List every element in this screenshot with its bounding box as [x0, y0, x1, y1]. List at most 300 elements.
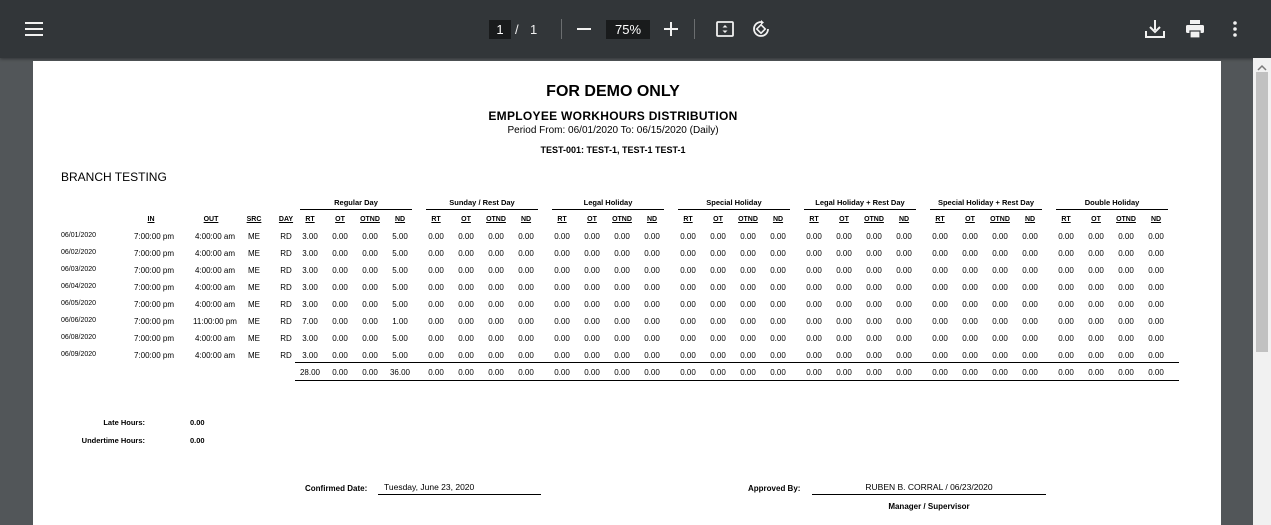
table-cell: 0.00: [1148, 283, 1164, 292]
table-cell: 0.00: [806, 249, 822, 258]
page-separator: /: [515, 22, 519, 37]
table-cell: 0.00: [806, 334, 822, 343]
table-cell: 0.00: [896, 249, 912, 258]
table-cell: 0.00: [680, 351, 696, 360]
table-cell: 0.00: [488, 300, 504, 309]
table-cell: 5.00: [392, 351, 408, 360]
group-header: Legal Holiday: [552, 198, 664, 210]
table-cell: 5.00: [392, 300, 408, 309]
table-cell: 0.00: [1022, 334, 1038, 343]
sub-column-header: OTND: [1116, 216, 1136, 223]
table-cell: 0.00: [1058, 266, 1074, 275]
table-cell: 0.00: [866, 283, 882, 292]
table-cell: 0.00: [770, 334, 786, 343]
table-cell: 0.00: [806, 351, 822, 360]
column-header: DAY: [278, 216, 294, 223]
table-cell: 0.00: [710, 351, 726, 360]
row-out: 4:00:00 am: [194, 283, 236, 292]
total-cell: 0.00: [710, 368, 726, 377]
table-cell: 0.00: [896, 334, 912, 343]
row-src: ME: [248, 351, 260, 360]
table-cell: 0.00: [836, 334, 852, 343]
table-cell: 0.00: [428, 283, 444, 292]
table-cell: 0.00: [458, 317, 474, 326]
table-cell: 0.00: [836, 266, 852, 275]
table-cell: 0.00: [332, 249, 348, 258]
table-cell: 0.00: [554, 351, 570, 360]
branch-name: BRANCH TESTING: [61, 170, 167, 184]
table-cell: 0.00: [770, 317, 786, 326]
table-cell: 0.00: [1148, 232, 1164, 241]
table-cell: 0.00: [1148, 334, 1164, 343]
table-cell: 0.00: [1022, 351, 1038, 360]
table-cell: 0.00: [614, 351, 630, 360]
table-cell: 0.00: [806, 232, 822, 241]
table-cell: 0.00: [1148, 351, 1164, 360]
table-cell: 0.00: [332, 232, 348, 241]
table-cell: 0.00: [644, 317, 660, 326]
row-date: 06/09/2020: [61, 351, 97, 358]
total-cell: 0.00: [488, 368, 504, 377]
zoom-out-icon[interactable]: [574, 19, 594, 39]
sub-column-header: OTND: [360, 216, 380, 223]
group-header: Legal Holiday + Rest Day: [804, 198, 916, 210]
table-cell: 0.00: [770, 351, 786, 360]
row-day: RD: [280, 283, 292, 292]
sub-column-header: OT: [1091, 216, 1101, 223]
sub-column-header: RT: [305, 216, 315, 223]
table-cell: 0.00: [584, 300, 600, 309]
table-cell: 0.00: [836, 317, 852, 326]
more-vert-icon[interactable]: [1226, 18, 1244, 40]
table-cell: 0.00: [806, 283, 822, 292]
row-day: RD: [280, 266, 292, 275]
table-cell: 0.00: [710, 334, 726, 343]
table-cell: 0.00: [1148, 249, 1164, 258]
table-cell: 0.00: [962, 249, 978, 258]
row-src: ME: [248, 266, 260, 275]
table-cell: 0.00: [458, 351, 474, 360]
table-cell: 0.00: [896, 232, 912, 241]
table-cell: 0.00: [1088, 283, 1104, 292]
table-cell: 0.00: [680, 266, 696, 275]
table-cell: 0.00: [488, 351, 504, 360]
row-date: 06/02/2020: [61, 249, 97, 256]
table-cell: 0.00: [932, 351, 948, 360]
table-cell: 0.00: [710, 249, 726, 258]
total-cell: 0.00: [1022, 368, 1038, 377]
table-cell: 0.00: [428, 266, 444, 275]
total-cell: 0.00: [896, 368, 912, 377]
print-icon[interactable]: [1184, 18, 1206, 40]
table-cell: 0.00: [362, 266, 378, 275]
table-cell: 0.00: [992, 351, 1008, 360]
rotate-icon[interactable]: [750, 18, 772, 40]
table-cell: 0.00: [710, 317, 726, 326]
table-cell: 0.00: [584, 334, 600, 343]
total-cell: 0.00: [1088, 368, 1104, 377]
table-cell: 0.00: [932, 317, 948, 326]
table-cell: 0.00: [896, 351, 912, 360]
table-cell: 5.00: [392, 334, 408, 343]
table-cell: 0.00: [1088, 232, 1104, 241]
table-cell: 0.00: [362, 249, 378, 258]
table-cell: 0.00: [428, 300, 444, 309]
sub-column-header: RT: [935, 216, 945, 223]
table-cell: 0.00: [992, 232, 1008, 241]
page-number-input[interactable]: 1: [489, 20, 511, 39]
table-cell: 0.00: [1118, 334, 1134, 343]
table-cell: 0.00: [518, 300, 534, 309]
table-cell: 0.00: [1022, 300, 1038, 309]
table-cell: 5.00: [392, 249, 408, 258]
total-cell: 28.00: [299, 368, 321, 377]
table-cell: 0.00: [866, 317, 882, 326]
sub-column-header: OT: [839, 216, 849, 223]
table-cell: 0.00: [770, 232, 786, 241]
table-cell: 0.00: [992, 334, 1008, 343]
table-cell: 0.00: [1118, 283, 1134, 292]
total-cell: 0.00: [614, 368, 630, 377]
row-in: 7:00:00 pm: [133, 351, 175, 360]
table-cell: 0.00: [362, 283, 378, 292]
row-in: 7:00:00 pm: [133, 334, 175, 343]
table-cell: 0.00: [584, 266, 600, 275]
row-date: 06/05/2020: [61, 300, 97, 307]
table-cell: 0.00: [932, 232, 948, 241]
table-cell: 0.00: [770, 300, 786, 309]
table-cell: 0.00: [740, 317, 756, 326]
table-cell: 0.00: [680, 283, 696, 292]
total-cell: 0.00: [428, 368, 444, 377]
table-cell: 0.00: [554, 232, 570, 241]
confirmed-date-value: Tuesday, June 23, 2020: [378, 482, 541, 495]
table-cell: 3.00: [302, 266, 318, 275]
pdf-toolbar: [0, 0, 1271, 58]
table-cell: 0.00: [458, 334, 474, 343]
report-title: EMPLOYEE WORKHOURS DISTRIBUTION: [488, 109, 738, 123]
sub-column-header: ND: [1024, 216, 1036, 223]
table-cell: 3.00: [302, 351, 318, 360]
row-day: RD: [280, 249, 292, 258]
table-cell: 0.00: [458, 232, 474, 241]
table-cell: 0.00: [866, 334, 882, 343]
table-cell: 0.00: [710, 300, 726, 309]
total-cell: 0.00: [680, 368, 696, 377]
employee-line: TEST-001: TEST-1, TEST-1 TEST-1: [540, 145, 686, 155]
table-cell: 0.00: [836, 351, 852, 360]
total-cell: 0.00: [644, 368, 660, 377]
table-cell: 0.00: [1088, 300, 1104, 309]
total-cell: 0.00: [518, 368, 534, 377]
column-header: OUT: [203, 216, 219, 223]
table-cell: 0.00: [614, 232, 630, 241]
table-cell: 0.00: [332, 283, 348, 292]
fit-page-icon[interactable]: [714, 19, 736, 39]
table-cell: 0.00: [836, 283, 852, 292]
row-out: 4:00:00 am: [194, 249, 236, 258]
table-cell: 0.00: [740, 266, 756, 275]
total-cell: 0.00: [362, 368, 378, 377]
table-cell: 0.00: [554, 334, 570, 343]
table-cell: 0.00: [458, 266, 474, 275]
sub-column-header: OT: [965, 216, 975, 223]
table-cell: 0.00: [584, 232, 600, 241]
table-cell: 0.00: [428, 334, 444, 343]
sub-column-header: ND: [772, 216, 784, 223]
table-cell: 0.00: [1058, 317, 1074, 326]
table-cell: 0.00: [962, 317, 978, 326]
table-cell: 0.00: [962, 232, 978, 241]
table-cell: 0.00: [332, 334, 348, 343]
table-cell: 0.00: [1118, 232, 1134, 241]
row-in: 7:00:00 pm: [133, 283, 175, 292]
table-cell: 0.00: [962, 283, 978, 292]
row-in: 7:00:00 pm: [133, 317, 175, 326]
table-cell: 0.00: [332, 317, 348, 326]
table-cell: 0.00: [644, 334, 660, 343]
table-cell: 0.00: [488, 232, 504, 241]
table-cell: 0.00: [614, 266, 630, 275]
table-cell: 0.00: [332, 300, 348, 309]
late-hours-value: 0.00: [190, 418, 205, 427]
row-in: 7:00:00 pm: [133, 300, 175, 309]
scroll-up-arrow-icon[interactable]: [1257, 60, 1267, 70]
table-cell: 0.00: [1118, 266, 1134, 275]
row-out: 4:00:00 am: [194, 266, 236, 275]
table-cell: 0.00: [680, 249, 696, 258]
table-cell: 3.00: [302, 232, 318, 241]
table-cell: 0.00: [806, 266, 822, 275]
table-cell: 0.00: [458, 283, 474, 292]
table-cell: 1.00: [392, 317, 408, 326]
total-cell: 0.00: [932, 368, 948, 377]
table-cell: 0.00: [740, 334, 756, 343]
table-cell: 0.00: [428, 249, 444, 258]
demo-title: FOR DEMO ONLY: [546, 83, 680, 100]
table-cell: 0.00: [518, 266, 534, 275]
confirmed-date-label: Confirmed Date:: [305, 484, 368, 493]
table-cell: 0.00: [554, 300, 570, 309]
zoom-level-input[interactable]: 75%: [606, 20, 650, 39]
table-cell: 0.00: [836, 232, 852, 241]
table-cell: 0.00: [710, 232, 726, 241]
row-out: 4:00:00 am: [194, 300, 236, 309]
table-cell: 0.00: [1022, 232, 1038, 241]
table-cell: 0.00: [866, 266, 882, 275]
table-cell: 0.00: [584, 249, 600, 258]
row-date: 06/01/2020: [61, 232, 97, 239]
table-cell: 0.00: [866, 249, 882, 258]
table-cell: 0.00: [740, 232, 756, 241]
zoom-in-icon[interactable]: [661, 19, 681, 39]
sub-column-header: ND: [646, 216, 658, 223]
pdf-page: [33, 61, 1221, 525]
total-cell: 0.00: [1058, 368, 1074, 377]
table-cell: 0.00: [554, 266, 570, 275]
table-cell: 0.00: [1058, 249, 1074, 258]
table-cell: 0.00: [1058, 334, 1074, 343]
row-out: 11:00:00 pm: [193, 317, 237, 326]
table-cell: 3.00: [302, 300, 318, 309]
row-src: ME: [248, 249, 260, 258]
table-cell: 0.00: [614, 334, 630, 343]
table-cell: 0.00: [932, 249, 948, 258]
table-cell: 0.00: [836, 249, 852, 258]
table-cell: 0.00: [554, 283, 570, 292]
sub-column-header: ND: [898, 216, 910, 223]
table-cell: 0.00: [584, 283, 600, 292]
table-cell: 5.00: [392, 266, 408, 275]
group-header: Double Holiday: [1056, 198, 1168, 210]
table-cell: 0.00: [770, 283, 786, 292]
table-cell: 0.00: [836, 300, 852, 309]
table-cell: 3.00: [302, 249, 318, 258]
table-cell: 0.00: [806, 300, 822, 309]
sub-column-header: RT: [557, 216, 567, 223]
table-cell: 0.00: [518, 334, 534, 343]
row-day: RD: [280, 300, 292, 309]
table-cell: 0.00: [932, 300, 948, 309]
row-out: 4:00:00 am: [194, 232, 236, 241]
table-cell: 0.00: [1148, 300, 1164, 309]
table-cell: 0.00: [896, 266, 912, 275]
table-cell: 5.00: [392, 283, 408, 292]
group-header: Special Holiday: [678, 198, 790, 210]
table-cell: 0.00: [644, 351, 660, 360]
total-cell: 36.00: [389, 368, 411, 377]
table-cell: 0.00: [992, 283, 1008, 292]
table-cell: 0.00: [518, 317, 534, 326]
table-cell: 3.00: [302, 283, 318, 292]
table-cell: 0.00: [710, 266, 726, 275]
table-cell: 0.00: [362, 300, 378, 309]
table-cell: 0.00: [740, 351, 756, 360]
table-cell: 0.00: [710, 283, 726, 292]
undertime-hours-label: Undertime Hours:: [81, 436, 145, 445]
sub-column-header: OTND: [990, 216, 1010, 223]
table-cell: 0.00: [614, 317, 630, 326]
sub-column-header: OTND: [486, 216, 506, 223]
table-cell: 0.00: [1148, 317, 1164, 326]
table-cell: 0.00: [896, 317, 912, 326]
sub-column-header: RT: [683, 216, 693, 223]
table-cell: 0.00: [770, 266, 786, 275]
total-cell: 0.00: [866, 368, 882, 377]
report-period: Period From: 06/01/2020 To: 06/15/2020 (Daily): [507, 125, 719, 136]
group-header: Regular Day: [300, 198, 412, 210]
table-cell: 0.00: [614, 249, 630, 258]
total-cell: 0.00: [962, 368, 978, 377]
table-cell: 0.00: [896, 300, 912, 309]
column-header: SRC: [246, 216, 262, 223]
table-cell: 0.00: [1058, 351, 1074, 360]
total-cell: 0.00: [770, 368, 786, 377]
row-src: ME: [248, 300, 260, 309]
table-cell: 0.00: [866, 232, 882, 241]
total-cell: 0.00: [740, 368, 756, 377]
approved-by-label: Approved By:: [748, 484, 801, 493]
table-cell: 0.00: [458, 300, 474, 309]
row-in: 7:00:00 pm: [133, 232, 175, 241]
table-cell: 0.00: [644, 266, 660, 275]
download-icon[interactable]: [1144, 18, 1166, 40]
table-cell: 0.00: [680, 334, 696, 343]
total-cell: 0.00: [554, 368, 570, 377]
row-src: ME: [248, 283, 260, 292]
table-cell: 0.00: [488, 266, 504, 275]
row-date: 06/04/2020: [61, 283, 97, 290]
table-cell: 0.00: [1058, 232, 1074, 241]
table-cell: 0.00: [488, 283, 504, 292]
table-cell: 0.00: [1022, 249, 1038, 258]
table-cell: 0.00: [554, 317, 570, 326]
total-cell: 0.00: [992, 368, 1008, 377]
row-date: 06/06/2020: [61, 317, 97, 324]
table-cell: 0.00: [332, 266, 348, 275]
sub-column-header: OTND: [738, 216, 758, 223]
table-cell: 0.00: [740, 300, 756, 309]
table-cell: 0.00: [1058, 300, 1074, 309]
row-day: RD: [280, 317, 292, 326]
total-cell: 0.00: [806, 368, 822, 377]
table-cell: 0.00: [362, 334, 378, 343]
sub-column-header: ND: [1150, 216, 1162, 223]
table-cell: 0.00: [680, 300, 696, 309]
row-day: RD: [280, 232, 292, 241]
hamburger-menu-icon[interactable]: [24, 19, 44, 39]
total-cell: 0.00: [1118, 368, 1134, 377]
table-cell: 0.00: [896, 283, 912, 292]
table-cell: 0.00: [932, 266, 948, 275]
table-cell: 0.00: [518, 249, 534, 258]
sub-column-header: OTND: [612, 216, 632, 223]
table-cell: 0.00: [488, 317, 504, 326]
row-src: ME: [248, 334, 260, 343]
row-day: RD: [280, 334, 292, 343]
table-cell: 0.00: [1148, 266, 1164, 275]
table-cell: 0.00: [1118, 317, 1134, 326]
row-in: 7:00:00 pm: [133, 266, 175, 275]
scrollbar-thumb[interactable]: [1256, 72, 1268, 352]
row-out: 4:00:00 am: [194, 351, 236, 360]
approver-role: Manager / Supervisor: [888, 502, 970, 511]
toolbar-divider: [694, 19, 695, 39]
table-cell: 0.00: [1022, 317, 1038, 326]
table-cell: 0.00: [1088, 351, 1104, 360]
totals-bottom-rule: [295, 380, 1179, 381]
table-cell: 0.00: [362, 351, 378, 360]
sub-column-header: RT: [1061, 216, 1071, 223]
table-cell: 0.00: [932, 334, 948, 343]
table-cell: 0.00: [332, 351, 348, 360]
table-cell: 0.00: [554, 249, 570, 258]
table-cell: 0.00: [614, 283, 630, 292]
table-cell: 0.00: [644, 232, 660, 241]
sub-column-header: OT: [335, 216, 345, 223]
table-cell: 0.00: [770, 249, 786, 258]
table-cell: 0.00: [1118, 300, 1134, 309]
table-cell: 0.00: [1088, 249, 1104, 258]
table-cell: 0.00: [992, 249, 1008, 258]
table-cell: 0.00: [362, 232, 378, 241]
table-cell: 0.00: [488, 249, 504, 258]
row-day: RD: [280, 351, 292, 360]
table-cell: 0.00: [740, 249, 756, 258]
table-cell: 0.00: [584, 317, 600, 326]
table-cell: 0.00: [962, 300, 978, 309]
sub-column-header: OT: [461, 216, 471, 223]
